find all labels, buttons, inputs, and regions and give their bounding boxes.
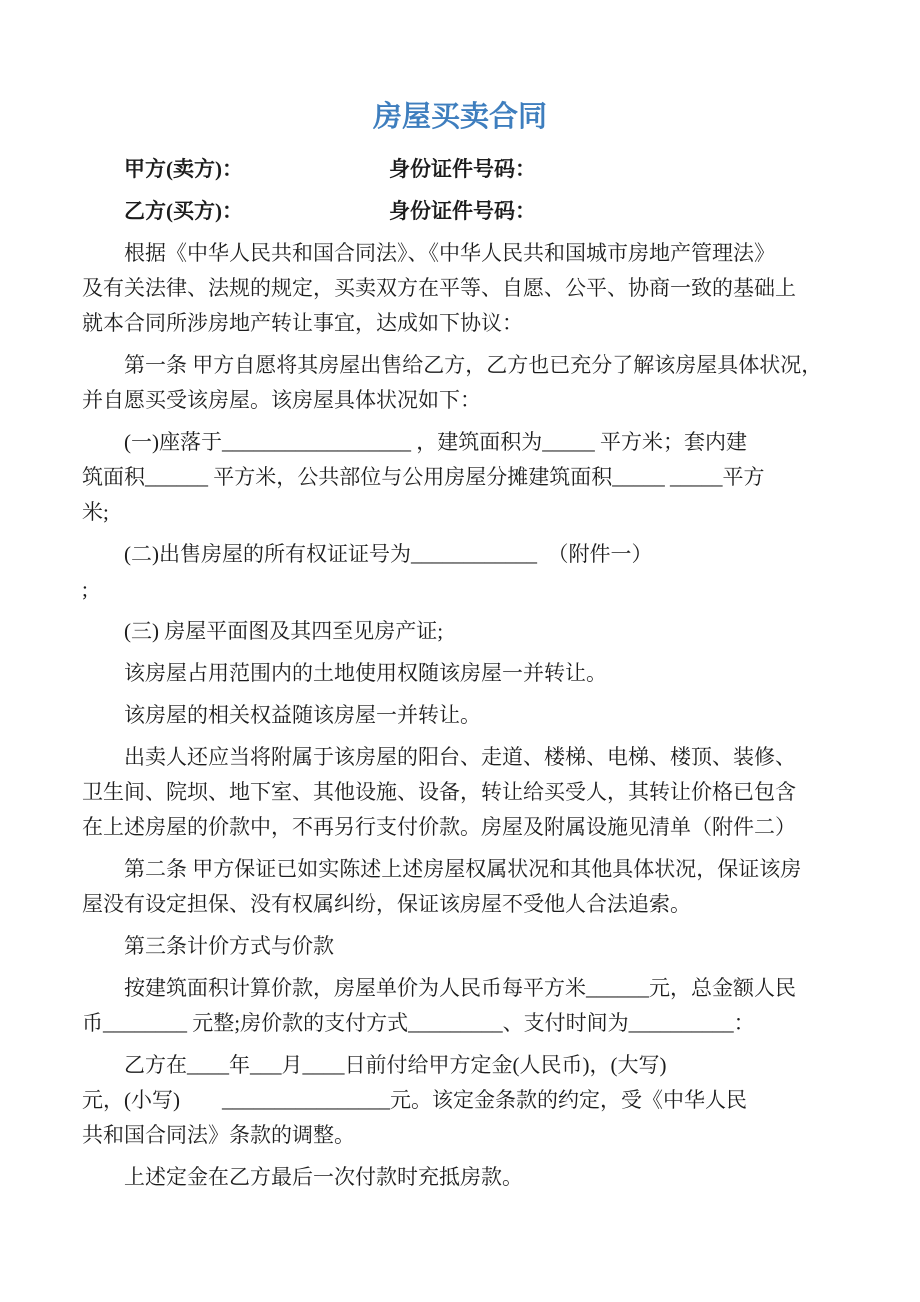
party-row-buyer bbox=[82, 194, 838, 229]
paragraph-line: 出卖人还应当将附属于该房屋的阳台、走道、楼梯、电梯、楼顶、装修、 bbox=[124, 745, 796, 769]
paragraph: (三) 房屋平面图及其四至见房产证; bbox=[124, 619, 444, 643]
party-id-label: 身份证件号码： bbox=[389, 199, 536, 223]
paragraph bbox=[82, 740, 838, 845]
paragraph bbox=[82, 425, 838, 530]
paragraph bbox=[82, 348, 838, 418]
paragraph-line: 及有关法律、法规的规定，买卖双方在平等、自愿、公平、协商一致的基础上 bbox=[82, 276, 796, 300]
paragraph-line: 筑面积______ 平方米，公共部位与公用房屋分摊建筑面积_____ _____平方 bbox=[82, 465, 765, 489]
paragraph-line: 并自愿买受该房屋。该房屋具体状况如下： bbox=[82, 388, 481, 412]
paragraph-line: 卫生间、院坝、地下室、其他设施、设备，转让给买受人，其转让价格已包含 bbox=[82, 780, 796, 804]
paragraph-line: 在上述房屋的价款中，不再另行支付价款。房屋及附属设施见清单（附件二） bbox=[82, 815, 796, 839]
paragraph bbox=[82, 236, 838, 341]
party-label: 甲方(卖方)： bbox=[124, 157, 243, 181]
paragraph: 第三条计价方式与价款 bbox=[124, 934, 334, 958]
paragraph bbox=[82, 537, 838, 607]
page-title: 房屋买卖合同 bbox=[372, 101, 547, 133]
paragraph bbox=[82, 971, 838, 1041]
paragraph-line: 元，(小写) ________________元。该定金条款的约定，受《中华人民 bbox=[82, 1088, 747, 1112]
paragraph-line: 就本合同所涉房地产转让事宜，达成如下协议： bbox=[82, 311, 523, 335]
paragraph bbox=[82, 1048, 838, 1153]
party-label: 乙方(买方)： bbox=[124, 199, 243, 223]
paragraph bbox=[82, 852, 838, 922]
paragraph-line: 共和国合同法》条款的调整。 bbox=[82, 1123, 355, 1147]
party-row-seller bbox=[82, 152, 838, 187]
paragraph-line: 第一条 甲方自愿将其房屋出售给乙方，乙方也已充分了解该房屋具体状况， bbox=[124, 353, 823, 377]
paragraph-line: 米; bbox=[82, 500, 109, 524]
paragraph-line: 第二条 甲方保证已如实陈述上述房屋权属状况和其他具体状况，保证该房 bbox=[124, 857, 802, 881]
paragraph: 该房屋占用范围内的土地使用权随该房屋一并转让。 bbox=[124, 661, 607, 685]
paragraph: 上述定金在乙方最后一次付款时充抵房款。 bbox=[124, 1165, 523, 1189]
paragraph-line: 根据《中华人民共和国合同法》、《中华人民共和国城市房地产管理法》 bbox=[124, 241, 775, 265]
paragraph-line: (二)出售房屋的所有权证证号为____________ （附件一） bbox=[124, 542, 653, 566]
paragraph-line: 乙方在____年___月____日前付给甲方定金(人民币)，(大写) bbox=[124, 1053, 667, 1077]
paragraph-line: 屋没有设定担保、没有权属纠纷，保证该房屋不受他人合法追索。 bbox=[82, 892, 691, 916]
document-body bbox=[82, 152, 838, 1195]
paragraph-line: 按建筑面积计算价款，房屋单价为人民币每平方米______元，总金额人民 bbox=[124, 976, 796, 1000]
paragraph-line: ; bbox=[82, 577, 88, 601]
paragraph-line: (一)座落于__________________ ，建筑面积为_____ 平方米；套内建 bbox=[124, 430, 747, 454]
paragraph-line: 币________ 元整;房价款的支付方式_________、支付时间为__________： bbox=[82, 1011, 755, 1035]
paragraph: 该房屋的相关权益随该房屋一并转让。 bbox=[124, 703, 481, 727]
party-id-label: 身份证件号码： bbox=[389, 157, 536, 181]
